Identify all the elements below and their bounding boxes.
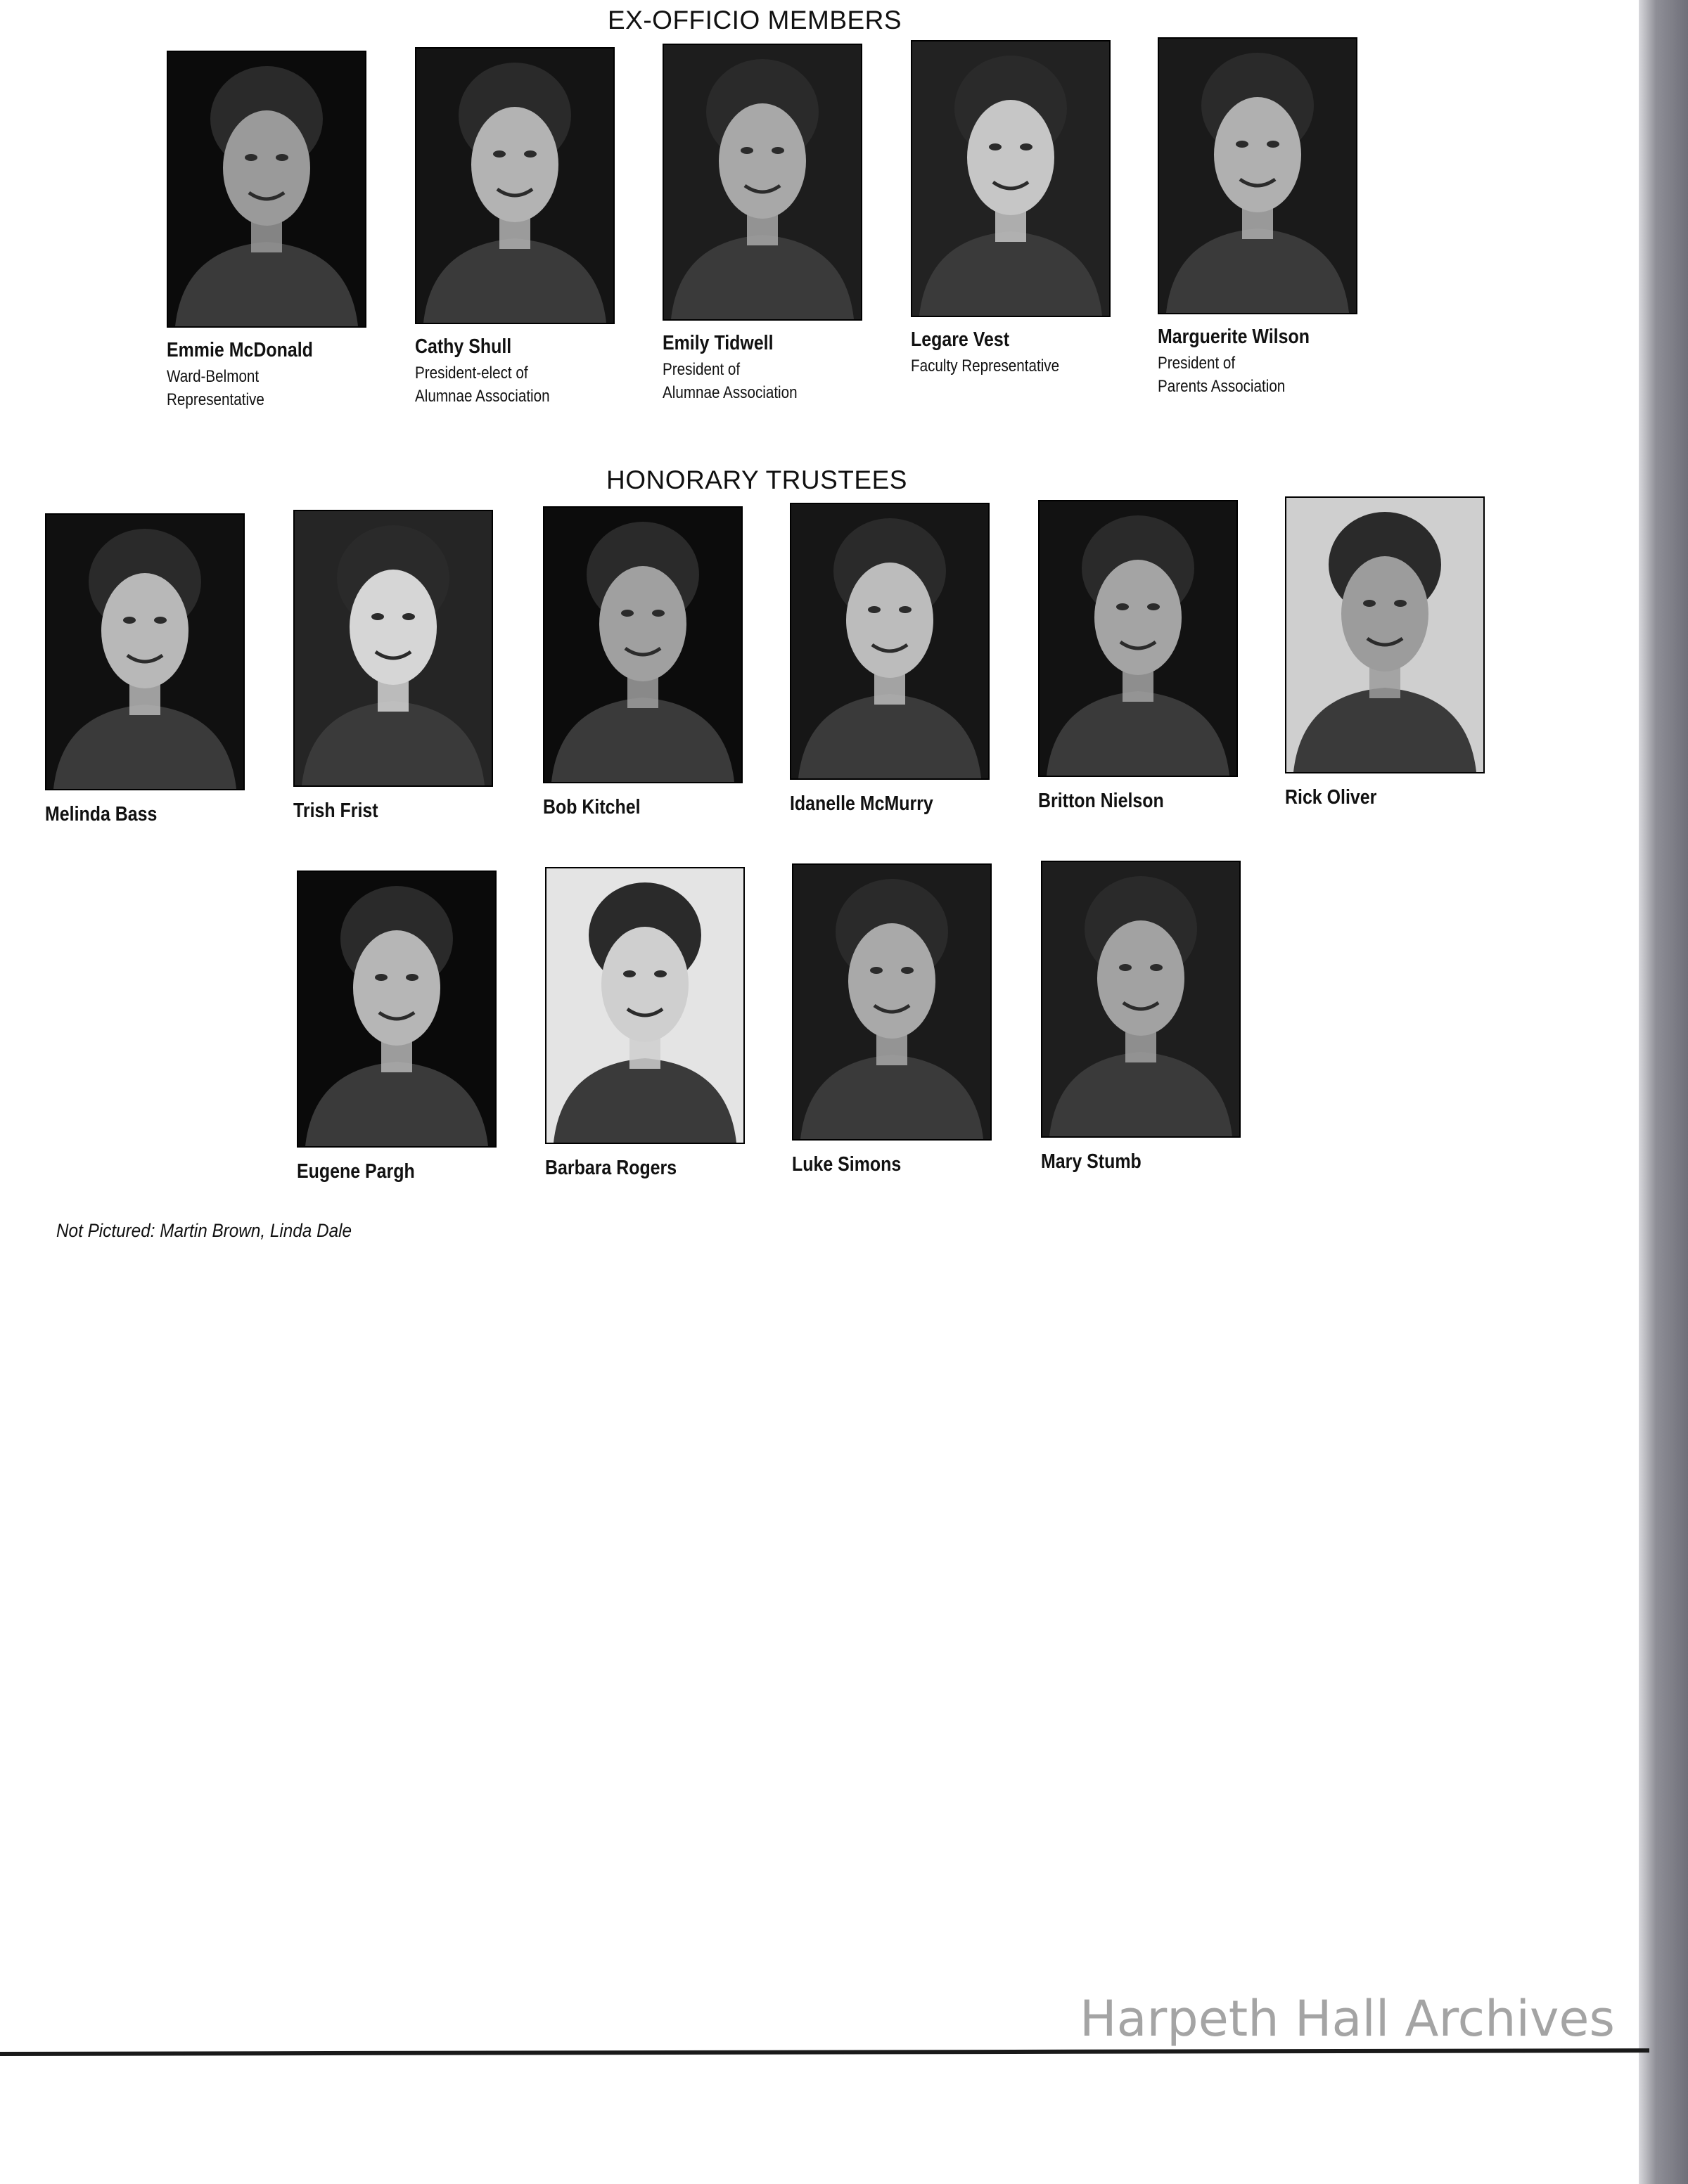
not-pictured-note: Not Pictured: Martin Brown, Linda Dale — [56, 1220, 352, 1241]
left-eye — [741, 147, 753, 154]
portrait-photo — [1041, 861, 1241, 1138]
archive-watermark: Harpeth Hall Archives — [1080, 1990, 1615, 2048]
section-heading-honorary-trustees: HONORARY TRUSTEES — [606, 465, 907, 494]
right-eye — [652, 610, 665, 617]
portrait-britton-nielson — [1040, 501, 1236, 776]
member-role-line1: Ward-Belmont — [167, 367, 260, 386]
member-role-line1: Faculty Representative — [911, 356, 1060, 375]
member-name: Luke Simons — [792, 1153, 902, 1176]
member-role-line2: Alumnae Association — [415, 387, 550, 406]
member-name: Idanelle McMurry — [790, 792, 933, 815]
left-eye — [623, 970, 636, 977]
face — [719, 103, 806, 219]
right-eye — [406, 974, 418, 981]
member-mary-stumb — [1041, 861, 1252, 1174]
portrait-bob-kitchel — [544, 508, 741, 782]
member-eugene-pargh — [297, 871, 508, 1183]
right-eye — [899, 606, 912, 613]
member-trish-frist — [293, 510, 504, 823]
left-eye — [989, 143, 1002, 150]
left-eye — [1363, 600, 1376, 607]
right-eye — [772, 147, 784, 154]
left-eye — [868, 606, 881, 613]
member-idanelle-mcmurry — [790, 503, 1001, 816]
face — [471, 107, 558, 222]
right-eye — [901, 967, 914, 974]
portrait-photo — [792, 863, 992, 1141]
member-role-line1: President of — [1158, 354, 1236, 373]
face — [101, 573, 188, 688]
face — [1214, 97, 1301, 212]
right-eye — [154, 617, 167, 624]
right-eye — [1394, 600, 1407, 607]
portrait-photo — [545, 867, 745, 1144]
right-eye — [276, 154, 288, 161]
member-role-line2: Representative — [167, 390, 264, 409]
face — [601, 927, 689, 1042]
portrait-photo — [543, 506, 743, 783]
member-role-line2: Alumnae Association — [663, 383, 798, 402]
portrait-photo — [1285, 496, 1485, 773]
member-name: Barbara Rogers — [545, 1157, 677, 1179]
member-luke-simons — [792, 863, 1003, 1176]
right-eye — [654, 970, 667, 977]
portrait-photo — [663, 44, 862, 321]
face — [223, 110, 310, 226]
portrait-photo — [167, 51, 366, 328]
left-eye — [1236, 141, 1248, 148]
member-role-line1: President of — [663, 360, 741, 379]
member-emmie-mcdonald — [167, 51, 378, 411]
member-name: Marguerite Wilson — [1158, 326, 1310, 348]
left-eye — [123, 617, 136, 624]
portrait-emily-tidwell — [664, 45, 861, 319]
member-name: Emily Tidwell — [663, 332, 774, 354]
member-barbara-rogers — [545, 867, 756, 1180]
face — [1097, 920, 1184, 1036]
member-role — [167, 365, 348, 411]
portrait-photo — [790, 503, 990, 780]
portrait-photo — [1038, 500, 1238, 777]
member-marguerite-wilson — [1158, 37, 1369, 398]
face — [1094, 560, 1182, 675]
member-name: Trish Frist — [293, 799, 378, 822]
portrait-photo — [415, 47, 615, 324]
member-emily-tidwell — [663, 44, 874, 404]
portrait-melinda-bass — [46, 515, 243, 789]
right-eye — [1267, 141, 1279, 148]
member-role — [415, 361, 596, 408]
member-name: Legare Vest — [911, 328, 1010, 351]
portrait-idanelle-mcmurry — [791, 504, 988, 778]
portrait-trish-frist — [295, 511, 492, 785]
right-eye — [1150, 964, 1163, 971]
right-eye — [524, 150, 537, 158]
member-melinda-bass — [45, 513, 256, 826]
portrait-eugene-pargh — [298, 872, 495, 1146]
face — [967, 100, 1054, 215]
portrait-legare-vest — [912, 41, 1109, 316]
left-eye — [375, 974, 388, 981]
member-legare-vest — [911, 40, 1122, 378]
member-name: Emmie McDonald — [167, 339, 313, 361]
portrait-photo — [1158, 37, 1357, 314]
member-name: Bob Kitchel — [543, 796, 641, 818]
member-role — [1158, 352, 1339, 398]
portrait-cathy-shull — [416, 49, 613, 323]
right-eye — [1147, 603, 1160, 610]
left-eye — [493, 150, 506, 158]
page-fold-line — [0, 2048, 1649, 2056]
portrait-marguerite-wilson — [1159, 39, 1356, 313]
face — [848, 923, 935, 1039]
left-eye — [1119, 964, 1132, 971]
portrait-photo — [293, 510, 493, 787]
face — [353, 930, 440, 1046]
member-role — [911, 354, 1092, 378]
portrait-emmie-mcdonald — [168, 52, 365, 326]
member-name: Eugene Pargh — [297, 1160, 415, 1183]
left-eye — [371, 613, 384, 620]
portrait-rick-oliver — [1286, 498, 1483, 772]
portrait-mary-stumb — [1042, 862, 1239, 1136]
right-eye — [402, 613, 415, 620]
face — [1341, 556, 1428, 672]
member-name: Cathy Shull — [415, 335, 512, 358]
member-britton-nielson — [1038, 500, 1249, 813]
portrait-luke-simons — [793, 865, 990, 1139]
member-bob-kitchel — [543, 506, 754, 819]
face — [350, 570, 437, 685]
section-heading-ex-officio: EX-OFFICIO MEMBERS — [608, 6, 902, 34]
left-eye — [245, 154, 257, 161]
member-role — [663, 358, 844, 404]
left-eye — [621, 610, 634, 617]
member-role-line2: Parents Association — [1158, 377, 1286, 396]
page-edge — [1639, 0, 1688, 2184]
left-eye — [870, 967, 883, 974]
portrait-photo — [297, 871, 497, 1148]
member-rick-oliver — [1285, 496, 1496, 809]
member-cathy-shull — [415, 47, 626, 408]
member-role-line1: President-elect of — [415, 364, 528, 383]
portrait-photo — [45, 513, 245, 790]
face — [599, 566, 686, 681]
member-name: Britton Nielson — [1038, 790, 1164, 812]
portrait-photo — [911, 40, 1111, 317]
portrait-barbara-rogers — [546, 868, 743, 1143]
left-eye — [1116, 603, 1129, 610]
face — [846, 563, 933, 678]
member-name: Rick Oliver — [1285, 786, 1377, 809]
right-eye — [1020, 143, 1032, 150]
member-name: Mary Stumb — [1041, 1150, 1142, 1173]
member-name: Melinda Bass — [45, 803, 158, 826]
